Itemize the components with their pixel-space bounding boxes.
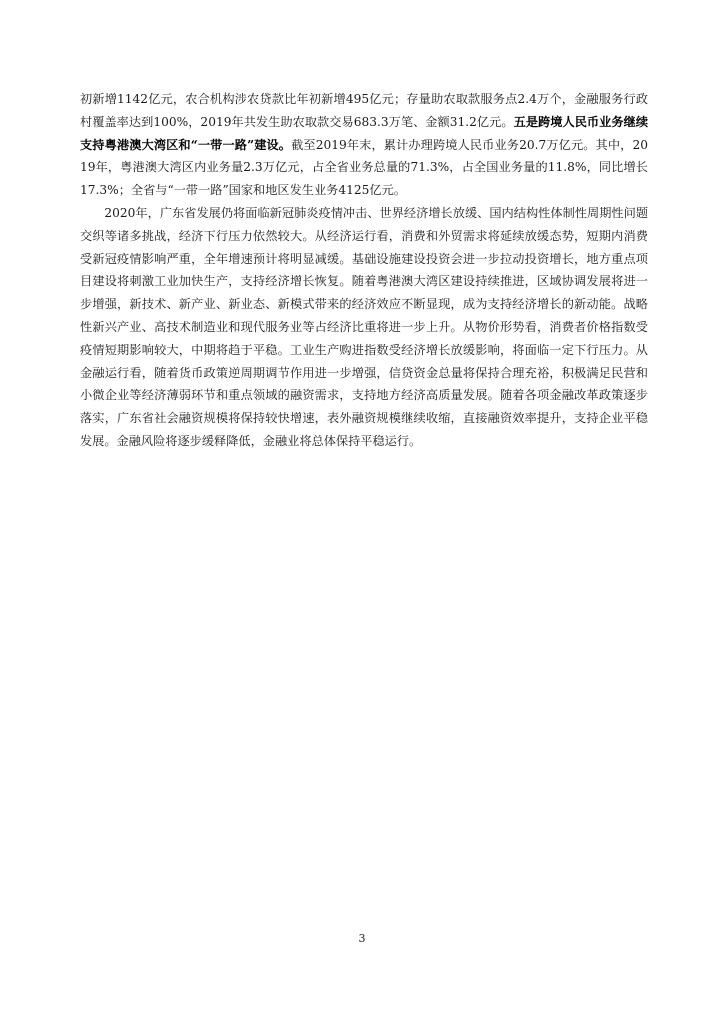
paragraph-continued [80, 88, 648, 202]
body-text [80, 88, 648, 453]
page-number: 3 [358, 932, 366, 945]
paragraph-outlook: 2020年，广东省发展仍将面临新冠肺炎疫情冲击、世界经济增长放缓、国内结构性体制性周期性问题交织等诸多挑战，经济下行压力依然较大。从经济运行看，消费和外贸需求将延续放缓态势，短期内消费受新冠疫情影响严重，全年增速预计将明显减缓。基础设施建设投资会进一步拉动投资增长，地方重点项目建设将刺激工业加快生产，支持经济增长恢复。随着粤港澳大湾区建设持续推进，区域协调发展将进一步增强，新技术、新产业、新业态、新模式带来的经济效应不断显现，成为支持经济增长的新动能。战略性新兴产业、高技术制造业和现代服务业等占经济比重将进一步上升。从物价形势看，消费者价格指数受疫情短期影响较大，中期将趋于平稳。工业生产购进指数受经济增长放缓影响，将面临一定下行压力。从金融运行看，随着货币政策逆周期调节作用进一步增强，信贷资金总量将保持合理充裕，积极满足民营和小微企业等经济薄弱环节和重点领域的融资需求，支持地方经济高质量发展。随着各项金融改革政策逐步落实，广东省社会融资规模将保持较快增速，表外融资规模继续收缩，直接融资效率提升，支持企业平稳发展。金融风险将逐步缓释降低，金融业将总体保持平稳运行。 [80, 205, 648, 448]
paragraph-1-bold-heading: 五是跨境人民币业务继续支持粤港澳大湾区和“一带一路”建设。 [80, 114, 649, 152]
paragraph-1-text-a: 初新增1142亿元，农合机构涉农贷款比年初新增495亿元；存量助农取款服务点2.4万个，金融服务行政村覆盖率达到100%，2019年共发生助农取款交易683.3万笔、金额31.2亿元。 [80, 92, 648, 129]
paragraph-1-text-b: 截至2019年末，累计办理跨境人民币业务20.7万亿元。其中，2019年，粤港澳大湾区内业务量2.3万亿元，占全省业务总量的71.3%，占全国业务量的11.8%，同比增长17.3%；全省与“一带一路”国家和地区发生业务4125亿元。 [80, 137, 648, 198]
